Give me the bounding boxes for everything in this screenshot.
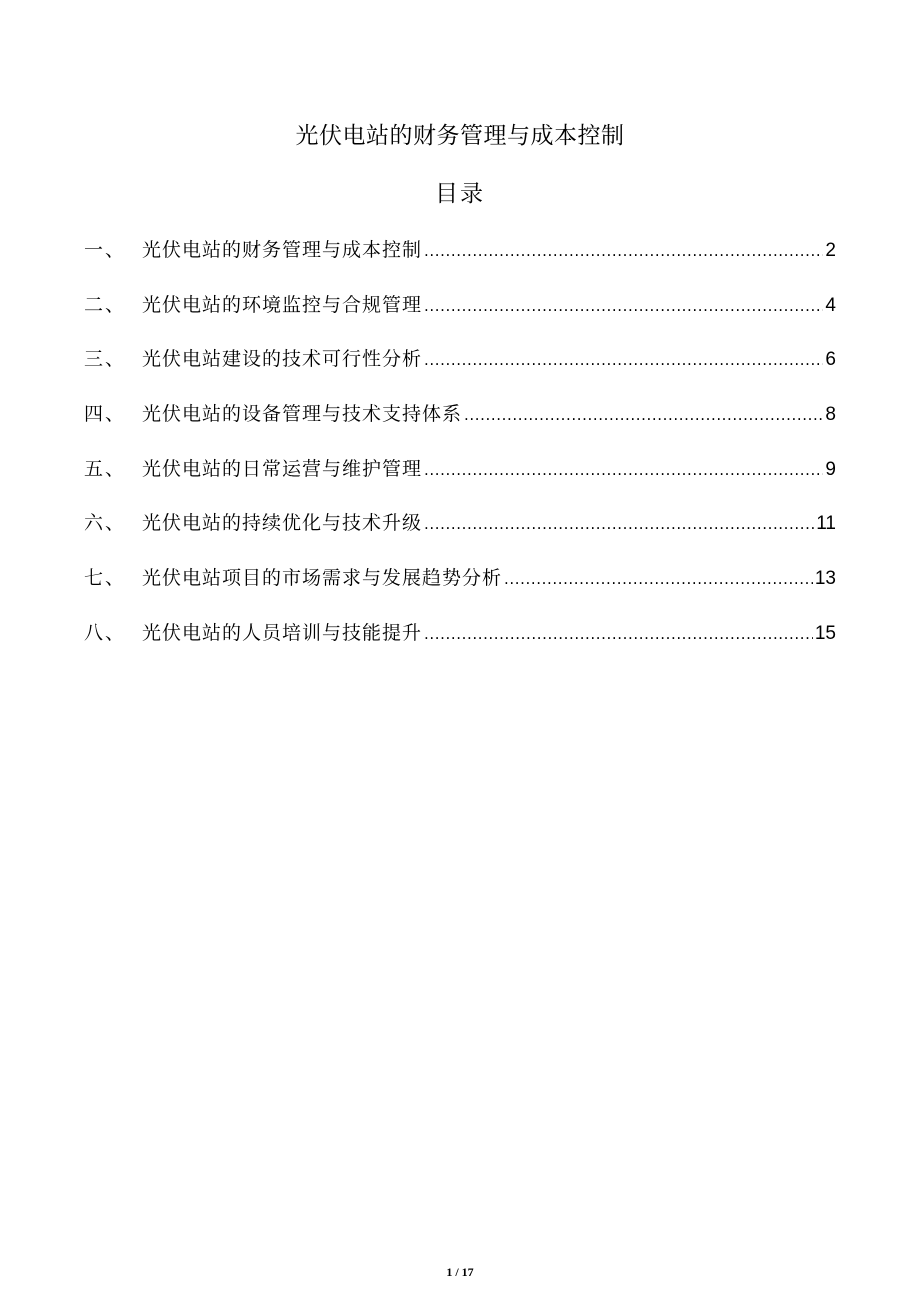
document-title: 光伏电站的财务管理与成本控制 — [295, 123, 625, 149]
toc-dot-leader — [424, 506, 814, 542]
toc-entry[interactable] — [84, 396, 836, 451]
toc-dot-leader — [424, 452, 823, 488]
toc-entry-page: 4 — [825, 294, 836, 316]
toc-dot-leader — [424, 288, 823, 324]
toc-entry-number: 四、 — [84, 403, 127, 426]
page-number-footer: 1 / 17 — [446, 1265, 474, 1279]
toc-entry-number: 八、 — [84, 621, 127, 644]
toc-entry-page: 15 — [814, 622, 836, 644]
toc-entry-page: 13 — [814, 568, 836, 590]
toc-dot-leader — [424, 616, 813, 652]
toc-entry-title: 光伏电站的持续优化与技术升级 — [142, 512, 423, 535]
toc-entry-page: 2 — [825, 240, 836, 261]
toc-entry-page: 6 — [825, 349, 836, 371]
toc-entry[interactable] — [84, 232, 836, 287]
toc-entry-title: 光伏电站建设的技术可行性分析 — [142, 348, 423, 371]
toc-entry-number: 三、 — [84, 348, 127, 371]
toc-entry-title: 光伏电站的环境监控与合规管理 — [142, 293, 423, 316]
toc-entry-page: 11 — [816, 513, 836, 535]
toc-dot-leader — [424, 342, 823, 378]
toc-dot-leader — [424, 233, 823, 269]
toc-entry-number: 六、 — [84, 512, 127, 535]
toc-entry-page: 8 — [825, 404, 836, 426]
toc-dot-leader — [504, 561, 813, 597]
toc-entry-page: 9 — [825, 458, 836, 480]
toc-entry-number: 一、 — [84, 239, 127, 261]
toc-entry[interactable] — [84, 505, 836, 560]
toc-entry-number: 七、 — [84, 567, 127, 590]
toc-entry-number: 五、 — [84, 457, 127, 480]
table-of-contents — [84, 232, 836, 670]
toc-entry[interactable] — [84, 560, 836, 615]
toc-entry-title: 光伏电站的人员培训与技能提升 — [142, 621, 423, 644]
toc-entry-title: 光伏电站的财务管理与成本控制 — [142, 239, 423, 261]
toc-entry[interactable] — [84, 615, 836, 670]
toc-entry-title: 光伏电站的设备管理与技术支持体系 — [142, 403, 463, 426]
toc-entry-number: 二、 — [84, 293, 127, 316]
toc-entry-title: 光伏电站项目的市场需求与发展趋势分析 — [142, 567, 503, 590]
toc-entry[interactable] — [84, 287, 836, 342]
toc-entry[interactable] — [84, 451, 836, 506]
toc-dot-leader — [464, 397, 823, 433]
toc-entry[interactable] — [84, 341, 836, 396]
toc-heading: 目录 — [435, 181, 485, 207]
toc-entry-title: 光伏电站的日常运营与维护管理 — [142, 457, 423, 480]
